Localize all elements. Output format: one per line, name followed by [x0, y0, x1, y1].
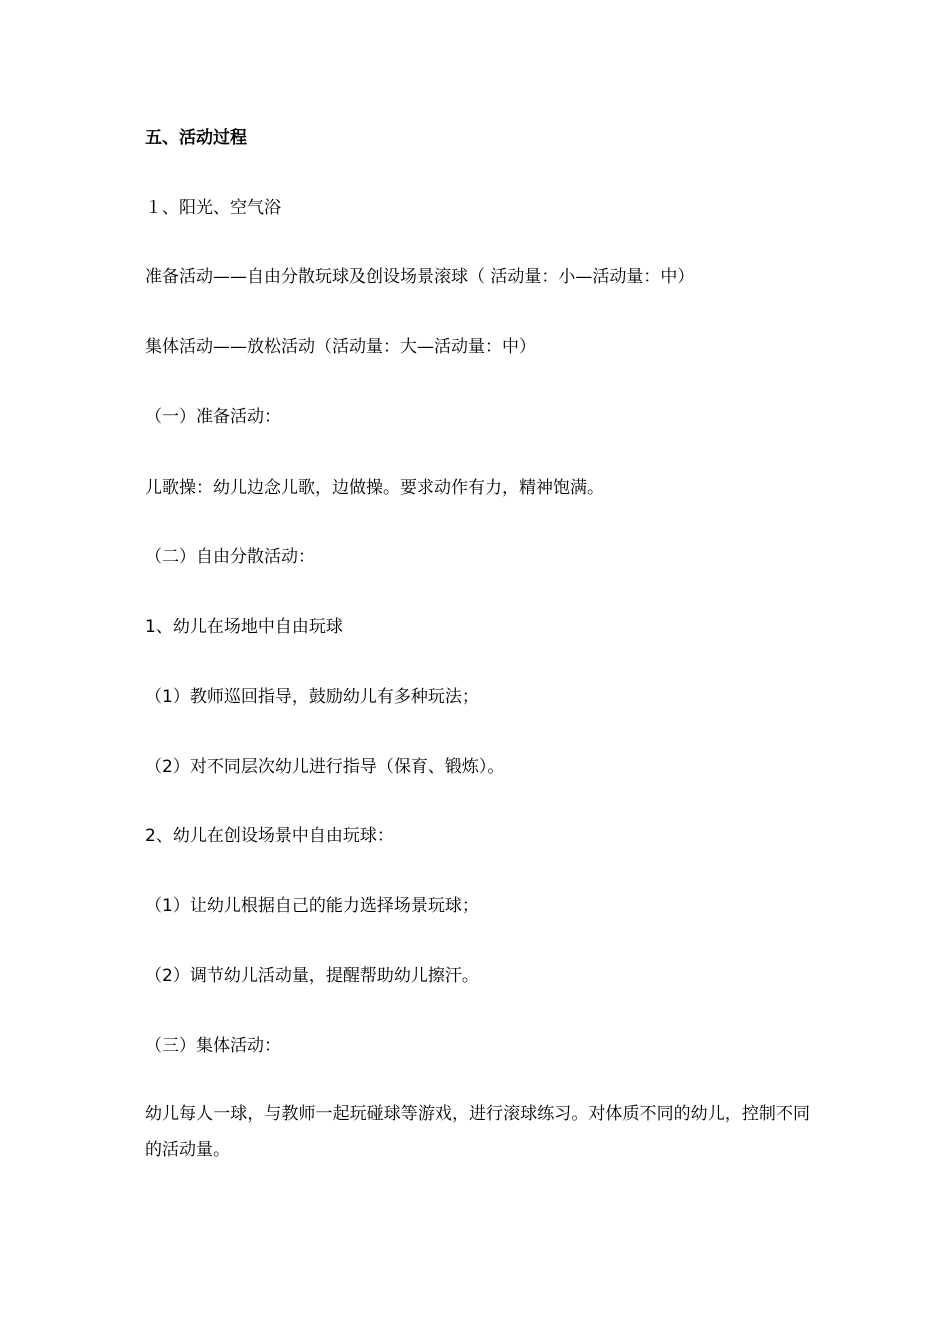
- text-line-7: 1、幼儿在场地中自由玩球: [145, 617, 343, 637]
- text-line-10: 2、幼儿在创设场景中自由玩球：: [145, 826, 394, 846]
- text-line-12: （2）调节幼儿活动量，提醒帮助幼儿擦汗。: [145, 966, 479, 986]
- text-line-9: （2）对不同层次幼儿进行指导（保育、锻炼）。: [145, 757, 505, 777]
- text-line-8: （1）教师巡回指导，鼓励幼儿有多种玩法；: [145, 687, 479, 707]
- text-line-6: （二）自由分散活动：: [145, 547, 315, 567]
- text-line-4: （一）准备活动：: [145, 407, 281, 427]
- text-line-13: （三）集体活动：: [145, 1036, 281, 1056]
- final-paragraph: 幼儿每人一球，与教师一起玩碰球等游戏，进行滚球练习。对体质不同的幼儿，控制不同的活动量。: [145, 1104, 810, 1160]
- text-line-3: 集体活动——放松活动（活动量：大—活动量：中）: [145, 337, 536, 357]
- text-line-11: （1）让幼儿根据自己的能力选择场景玩球；: [145, 896, 479, 916]
- section-heading: 五、活动过程: [145, 128, 247, 148]
- text-line-1: １、阳光、空气浴: [145, 198, 281, 218]
- text-line-2: 准备活动——自由分散玩球及创设场景滚球（ 活动量：小—活动量：中）: [145, 267, 695, 287]
- text-line-5: 儿歌操：幼儿边念儿歌，边做操。要求动作有力，精神饱满。: [145, 478, 604, 498]
